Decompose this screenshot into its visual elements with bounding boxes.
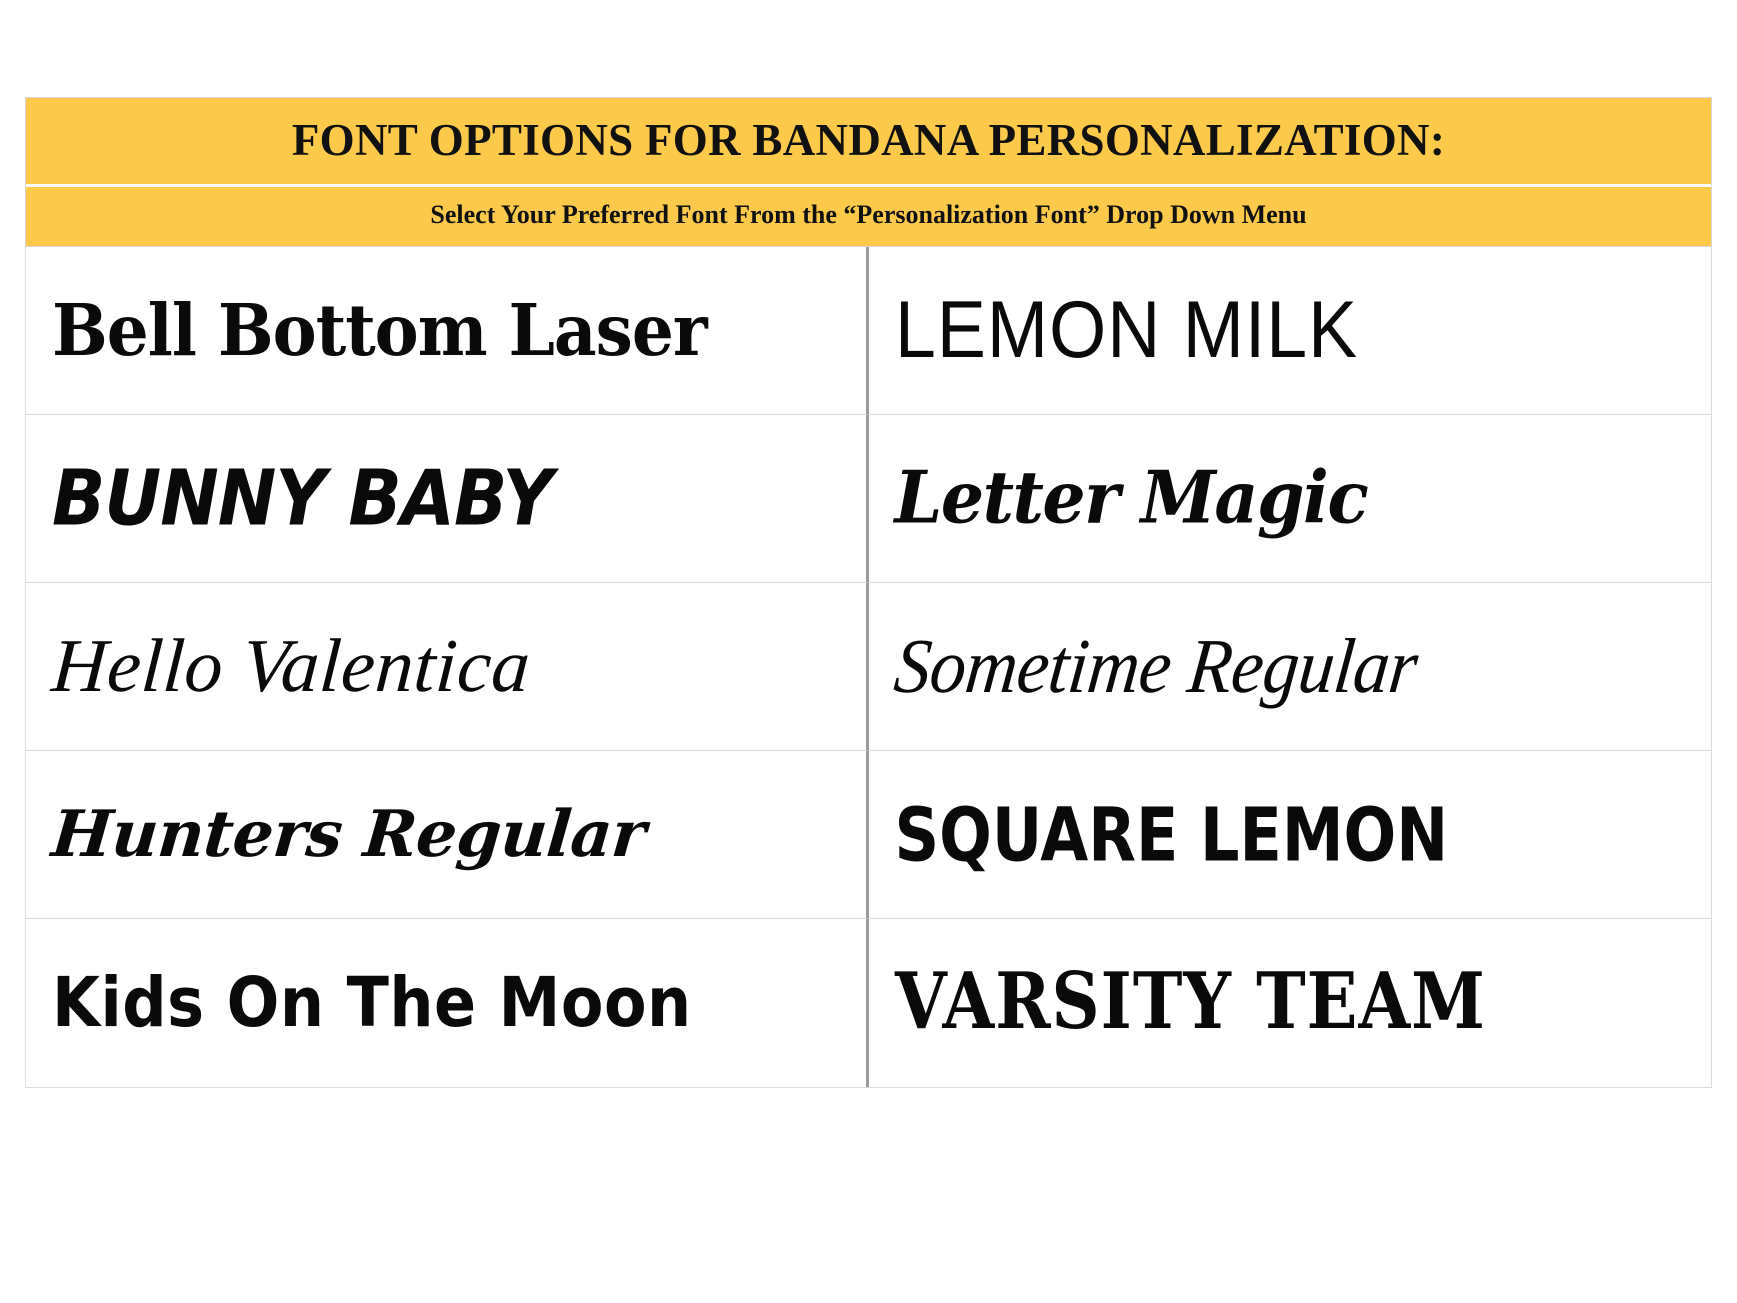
font-sample-cell-bell-bottom-laser	[26, 247, 869, 415]
font-sample-cell-kids-on-the-moon	[26, 919, 869, 1087]
font-options-card	[25, 97, 1712, 1088]
font-sample-cell-lemon-milk	[869, 247, 1712, 415]
font-sample-cell-hunters-regular	[26, 751, 869, 919]
font-sample-label: Letter Magic	[894, 455, 1368, 541]
font-sample-cell-sometime-regular	[869, 583, 1712, 751]
font-sample-label: Sometime Regular	[890, 622, 1422, 709]
font-sample-grid	[25, 247, 1712, 1088]
page-title: FONT OPTIONS FOR BANDANA PERSONALIZATION:	[291, 115, 1446, 165]
font-sample-label: BUNNY BABY	[52, 452, 553, 543]
font-sample-cell-square-lemon	[869, 751, 1712, 919]
page-subtitle: Select Your Preferred Font From the “Personalization Font” Drop Down Menu	[430, 200, 1307, 229]
font-sample-label: SQUARE LEMON	[894, 790, 1449, 879]
font-sample-cell-letter-magic	[869, 415, 1712, 583]
font-sample-cell-hello-valentica	[26, 583, 869, 751]
font-sample-label: LEMON MILK	[894, 284, 1358, 375]
font-sample-label: Hunters Regular	[48, 796, 649, 872]
font-sample-label: Bell Bottom Laser	[52, 287, 707, 372]
font-sample-label: VARSITY TEAM	[894, 956, 1486, 1048]
font-sample-label: Kids On The Moon	[52, 962, 692, 1044]
header-banner	[25, 97, 1712, 247]
font-sample-cell-varsity-team	[869, 919, 1712, 1087]
font-sample-cell-bunny-baby	[26, 415, 869, 583]
font-sample-label: Hello Valentica	[49, 623, 534, 708]
